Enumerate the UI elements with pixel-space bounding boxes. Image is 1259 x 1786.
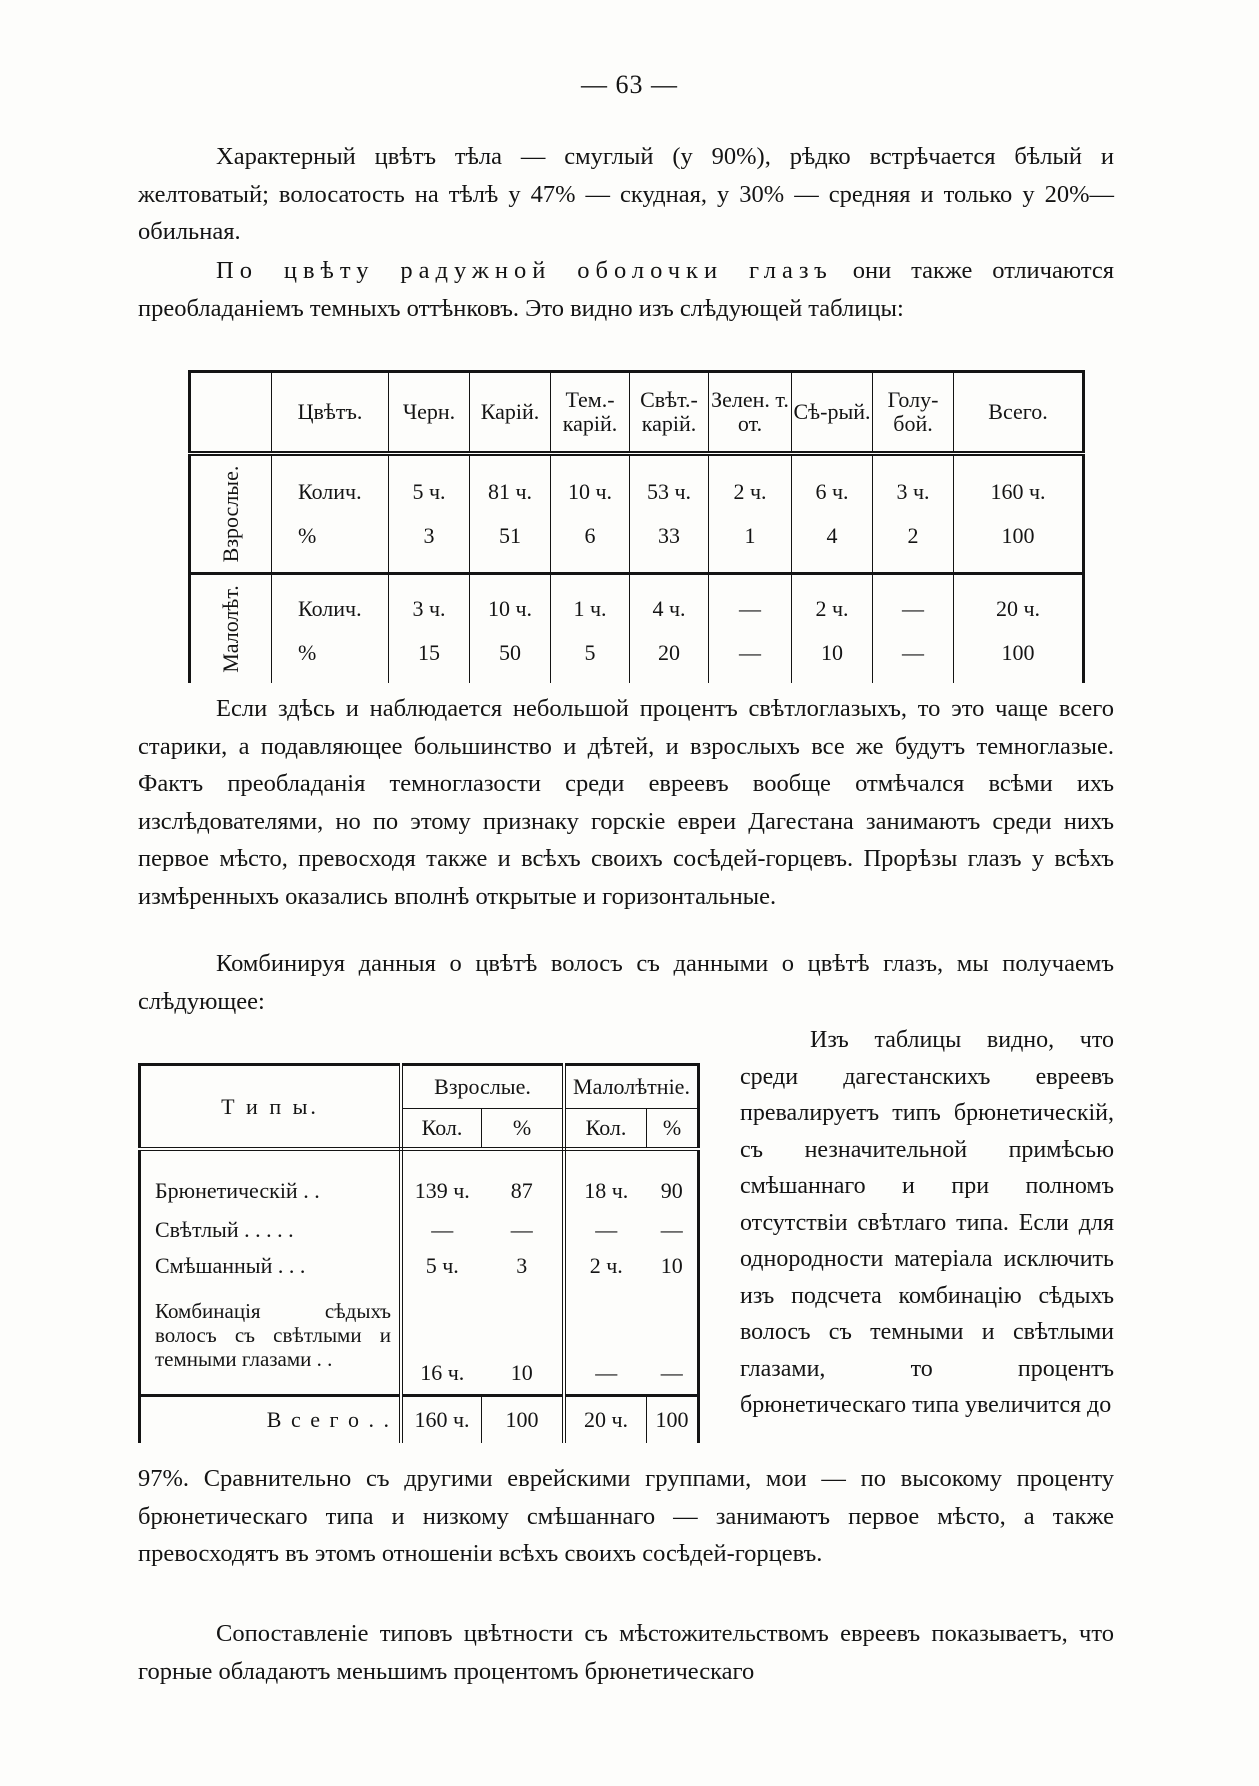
eye-table-corner xyxy=(190,372,272,454)
paragraph-eye-color xyxy=(138,252,1114,327)
types-table-cell: 90 xyxy=(660,1177,683,1203)
eye-table-cell: 81 ч. xyxy=(470,454,551,515)
paragraph-residence-text: Сопоставленіе типовъ цвѣтности съ мѣстожительствомъ евреевъ показываетъ, что горные обладаютъ меньшимъ процентомъ брюнетическаго xyxy=(138,1620,1114,1685)
eye-table-adults-label xyxy=(190,454,272,574)
eye-table-cell: 100 xyxy=(954,514,1084,574)
eye-table-cell: 2 ч. xyxy=(709,454,792,515)
eye-table-cell: — xyxy=(709,574,792,632)
eye-table-minors-count-row xyxy=(190,574,1084,632)
types-table-row xyxy=(140,1248,699,1284)
eye-table-header-cell: Свѣт.-карій. xyxy=(630,372,709,454)
paragraph-light-eyes-text: Если здѣсь и наблюдается небольшой процентъ свѣтлоглазыхъ, то это чаще всего старики, а подавляющее большинство и дѣтей, и взрослыхъ все же будутъ темноглазые. Фактъ преобладанія темноглазости среди евреевъ вообще отмѣчался всѣми ихъ изслѣдователями, но по этому признаку горскіе евреи Дагестана занимаютъ среди нихъ первое мѣсто, превосходя также и всѣхъ своихъ сосѣдей-горцевъ. Прорѣзы глазъ у всѣхъ измѣренныхъ оказались вполнѣ открытые и горизонтальные. xyxy=(138,695,1114,910)
paragraph-combining-text: Комбинируя данныя о цвѣтѣ волосъ съ данными о цвѣтѣ глазъ, мы получаемъ слѣдующее: xyxy=(138,950,1114,1015)
paragraph-eye-color-spaced: По цвѣту радужной оболочки глазъ xyxy=(216,257,833,284)
types-table-row-name: Комбинація сѣдыхъ волосъ съ свѣтлыми и темными глазами . . xyxy=(140,1284,402,1396)
eye-table-cell: 4 xyxy=(792,514,873,574)
side-paragraph-text: Изъ таблицы видно, что среди дагестанскихъ евреевъ превалируетъ типъ брюнетическій, съ незначительной примѣсью смѣшаннаго и при полномъ отсутствіи свѣтлаго типа. Если для однородности матеріала исключить изъ подсчета комбинацію сѣдыхъ волосъ съ темными и свѣтлыми глазами, то процентъ брюнетическаго типа увеличится до xyxy=(740,1027,1114,1418)
eye-table-minors-label xyxy=(190,574,272,683)
eye-table-cell: 160 ч. xyxy=(954,454,1084,515)
paragraph-light-eyes xyxy=(138,690,1114,915)
types-table-cell: 100 xyxy=(482,1396,565,1444)
eye-table-cell: 10 ч. xyxy=(551,454,630,515)
eye-table-cell: 33 xyxy=(630,514,709,574)
eye-table-cell: 1 xyxy=(709,514,792,574)
types-table-row-name: Свѣтлый . . . . . xyxy=(140,1212,402,1248)
types-table-cell: 3 xyxy=(482,1248,565,1284)
eye-table-header-cell: Голу-бой. xyxy=(873,372,954,454)
types-table-cell: — xyxy=(595,1217,618,1242)
paragraph-comparison-text: 97%. Сравнительно съ другими еврейскими группами, мои — по высокому проценту брюнетическаго типа и низкому смѣшаннаго — занимаютъ первое мѣсто, а также превосходятъ въ этомъ отношеніи всѣхъ своихъ сосѣдей-горцевъ. xyxy=(138,1465,1114,1567)
types-table-cell: 10 xyxy=(482,1284,565,1396)
eye-table-adults-pct-row xyxy=(190,514,1084,574)
paragraph-skin-color-text: Характерный цвѣтъ тѣла — смуглый (у 90%), рѣдко встрѣчается бѣлый и желтоватый; волосатость на тѣлѣ у 47% — скудная, у 30% — средняя и только у 20%—обильная. xyxy=(138,143,1114,245)
types-table-cell: 100 xyxy=(647,1396,699,1444)
paragraph-combining xyxy=(138,945,1114,1020)
eye-table-minors-pct-row xyxy=(190,631,1084,683)
types-table-total-label: В с е г о . . xyxy=(140,1396,402,1444)
types-table-cell: 87 xyxy=(482,1149,565,1212)
eye-table-cell: 3 ч. xyxy=(873,454,954,515)
types-table-cell: — xyxy=(482,1212,565,1248)
types-table-header-row xyxy=(140,1065,699,1109)
eye-table-cell: 5 xyxy=(551,631,630,683)
types-table-cell: — xyxy=(660,1217,683,1242)
eye-table-header-cell: Цвѣтъ. xyxy=(272,372,389,454)
types-table-row-name: Смѣшанный . . . xyxy=(140,1248,402,1284)
types-table-row xyxy=(140,1149,699,1212)
eye-table-header-row xyxy=(190,372,1084,454)
eye-table-row-label: Колич. xyxy=(298,479,362,505)
types-table-total-row xyxy=(140,1396,699,1444)
eye-table-header-cell: Тем.-карій. xyxy=(551,372,630,454)
eye-table-cell: 51 xyxy=(470,514,551,574)
paragraph-eye-color-text: они также отличаются преобладаніемъ темныхъ оттѣнковъ. Это видно изъ слѣдующей таблицы: xyxy=(138,257,1114,322)
eye-table-header-cell: Зелен. т. от. xyxy=(709,372,792,454)
eye-table-adults-count-row xyxy=(190,454,1084,515)
types-table-cell: 2 ч. xyxy=(589,1252,623,1278)
types-table-cell: 20 ч. xyxy=(564,1396,647,1444)
eye-table-row-label: % xyxy=(298,640,317,666)
paragraph-residence xyxy=(138,1615,1114,1690)
eye-table-cell: 3 ч. xyxy=(389,574,470,632)
types-table-subheader: % xyxy=(482,1109,565,1150)
page-number: — 63 — xyxy=(581,70,678,99)
eye-table-cell: 4 ч. xyxy=(630,574,709,632)
side-paragraph xyxy=(740,1022,1114,1424)
types-table-cell: — xyxy=(660,1360,683,1385)
eye-table-cell: 10 ч. xyxy=(470,574,551,632)
types-table-cell: 160 ч. xyxy=(401,1396,482,1444)
eye-table-row-label: Колич. xyxy=(272,574,389,632)
types-table-minors-header: Малолѣтніе. xyxy=(573,1074,690,1099)
types-table-row-name: Брюнетическій . . xyxy=(140,1149,402,1212)
types-table-types-header: Т и п ы. xyxy=(140,1065,402,1150)
types-table-cell: 139 ч. xyxy=(414,1177,470,1203)
eye-table-cell: 2 ч. xyxy=(792,574,873,632)
types-table-cell: 18 ч. xyxy=(584,1177,629,1203)
eye-table-row-label: % xyxy=(298,523,317,549)
eye-table-cell: — xyxy=(873,631,954,683)
eye-table-adults-label-text: Взрослые. xyxy=(218,465,243,563)
eye-table-cell: 3 xyxy=(389,514,470,574)
types-table-subheader: % xyxy=(647,1109,699,1150)
types-table-cell: 16 ч. xyxy=(420,1360,465,1385)
types-table-adults-header: Взрослые. xyxy=(401,1065,564,1109)
types-table xyxy=(138,1063,700,1443)
types-table-row xyxy=(140,1212,699,1248)
types-table-cell: — xyxy=(431,1217,454,1242)
paragraph-comparison xyxy=(138,1460,1114,1573)
paragraph-skin-color xyxy=(138,138,1114,251)
types-table-cell: — xyxy=(595,1360,618,1385)
eye-table-cell: 1 ч. xyxy=(551,574,630,632)
types-table-subheader: Кол. xyxy=(401,1109,482,1150)
types-table-row xyxy=(140,1284,699,1396)
eye-table-cell: 100 xyxy=(954,631,1084,683)
types-table-cell: 10 xyxy=(660,1252,683,1278)
eye-table-header-cell: Черн. xyxy=(389,372,470,454)
eye-table-cell: 20 ч. xyxy=(954,574,1084,632)
eye-table-header-cell: Карій. xyxy=(470,372,551,454)
eye-table-header-cell: Сѣ-рый. xyxy=(792,372,873,454)
eye-table-cell: 6 xyxy=(551,514,630,574)
eye-color-table xyxy=(188,370,1085,683)
eye-table-cell: 6 ч. xyxy=(792,454,873,515)
types-table-subheader: Кол. xyxy=(564,1109,647,1150)
eye-table-header-cell: Всего. xyxy=(954,372,1084,454)
eye-table-cell: 15 xyxy=(389,631,470,683)
eye-table-cell: 2 xyxy=(873,514,954,574)
eye-table-cell: 10 xyxy=(792,631,873,683)
eye-table-cell: — xyxy=(709,631,792,683)
eye-table-minors-label-text: Малолѣт. xyxy=(218,585,243,673)
eye-table-cell: 20 xyxy=(630,631,709,683)
eye-table-cell: 53 ч. xyxy=(630,454,709,515)
eye-table-cell: 5 ч. xyxy=(389,454,470,515)
eye-table-cell: 50 xyxy=(470,631,551,683)
types-table-cell: 5 ч. xyxy=(425,1252,459,1278)
eye-table-cell: — xyxy=(873,574,954,632)
